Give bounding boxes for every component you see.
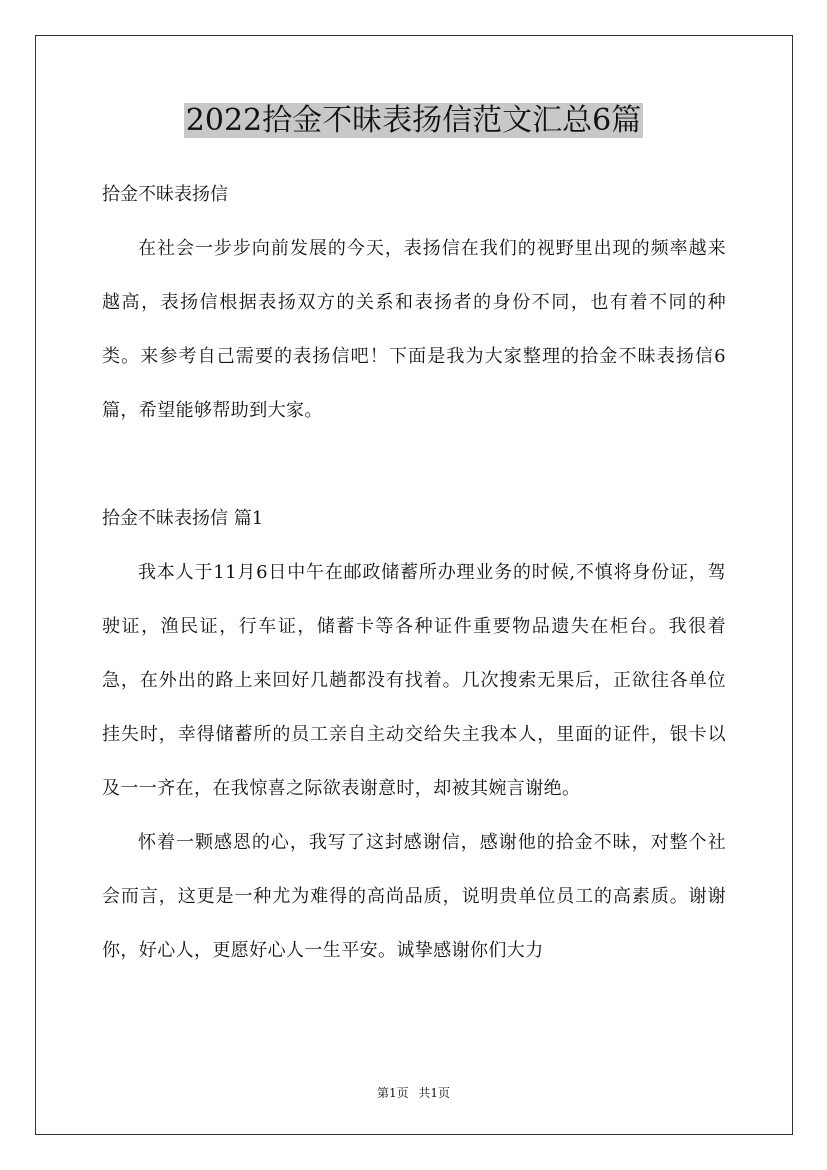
section1-heading: 拾金不昧表扬信 篇1 (102, 508, 264, 529)
document-title-container (0, 98, 827, 144)
page-number-total: 共1页 (418, 1086, 451, 1100)
intro-heading: 拾金不昧表扬信 (102, 184, 228, 205)
document-body (102, 168, 726, 978)
section1-paragraph-2: 怀着一颗感恩的心，我写了这封感谢信，感谢他的拾金不昧，对整个社会而言，这更是一种尤为难得的高尚品质，说明贵单位员工的高素质。谢谢你，好心人，更愿好心人一生平安。诚挚感谢你们大力 (102, 832, 726, 961)
section-spacer (102, 438, 726, 492)
intro-paragraph: 在社会一步步向前发展的今天，表扬信在我们的视野里出现的频率越来越高，表扬信根据表扬双方的关系和表扬者的身份不同，也有着不同的种类。来参考自己需要的表扬信吧！下面是我为大家整理的拾金不昧表扬信6篇，希望能够帮助到大家。 (102, 238, 726, 421)
document-title: 2022拾金不昧表扬信范文汇总6篇 (185, 103, 642, 138)
page-number-current: 第1页 (376, 1086, 409, 1100)
page-footer (0, 1084, 827, 1101)
section1-paragraph-1: 我本人于11月6日中午在邮政储蓄所办理业务的时候,不慎将身份证，驾驶证，渔民证，行车证，储蓄卡等各种证件重要物品遗失在柜台。我很着急，在外出的路上来回好几趟都没有找着。几次搜索无果后，正欲往各单位挂失时，幸得储蓄所的员工亲自主动交给失主我本人，里面的证件，银卡以及一一齐在，在我惊喜之际欲表谢意时，却被其婉言谢绝。 (102, 562, 726, 799)
